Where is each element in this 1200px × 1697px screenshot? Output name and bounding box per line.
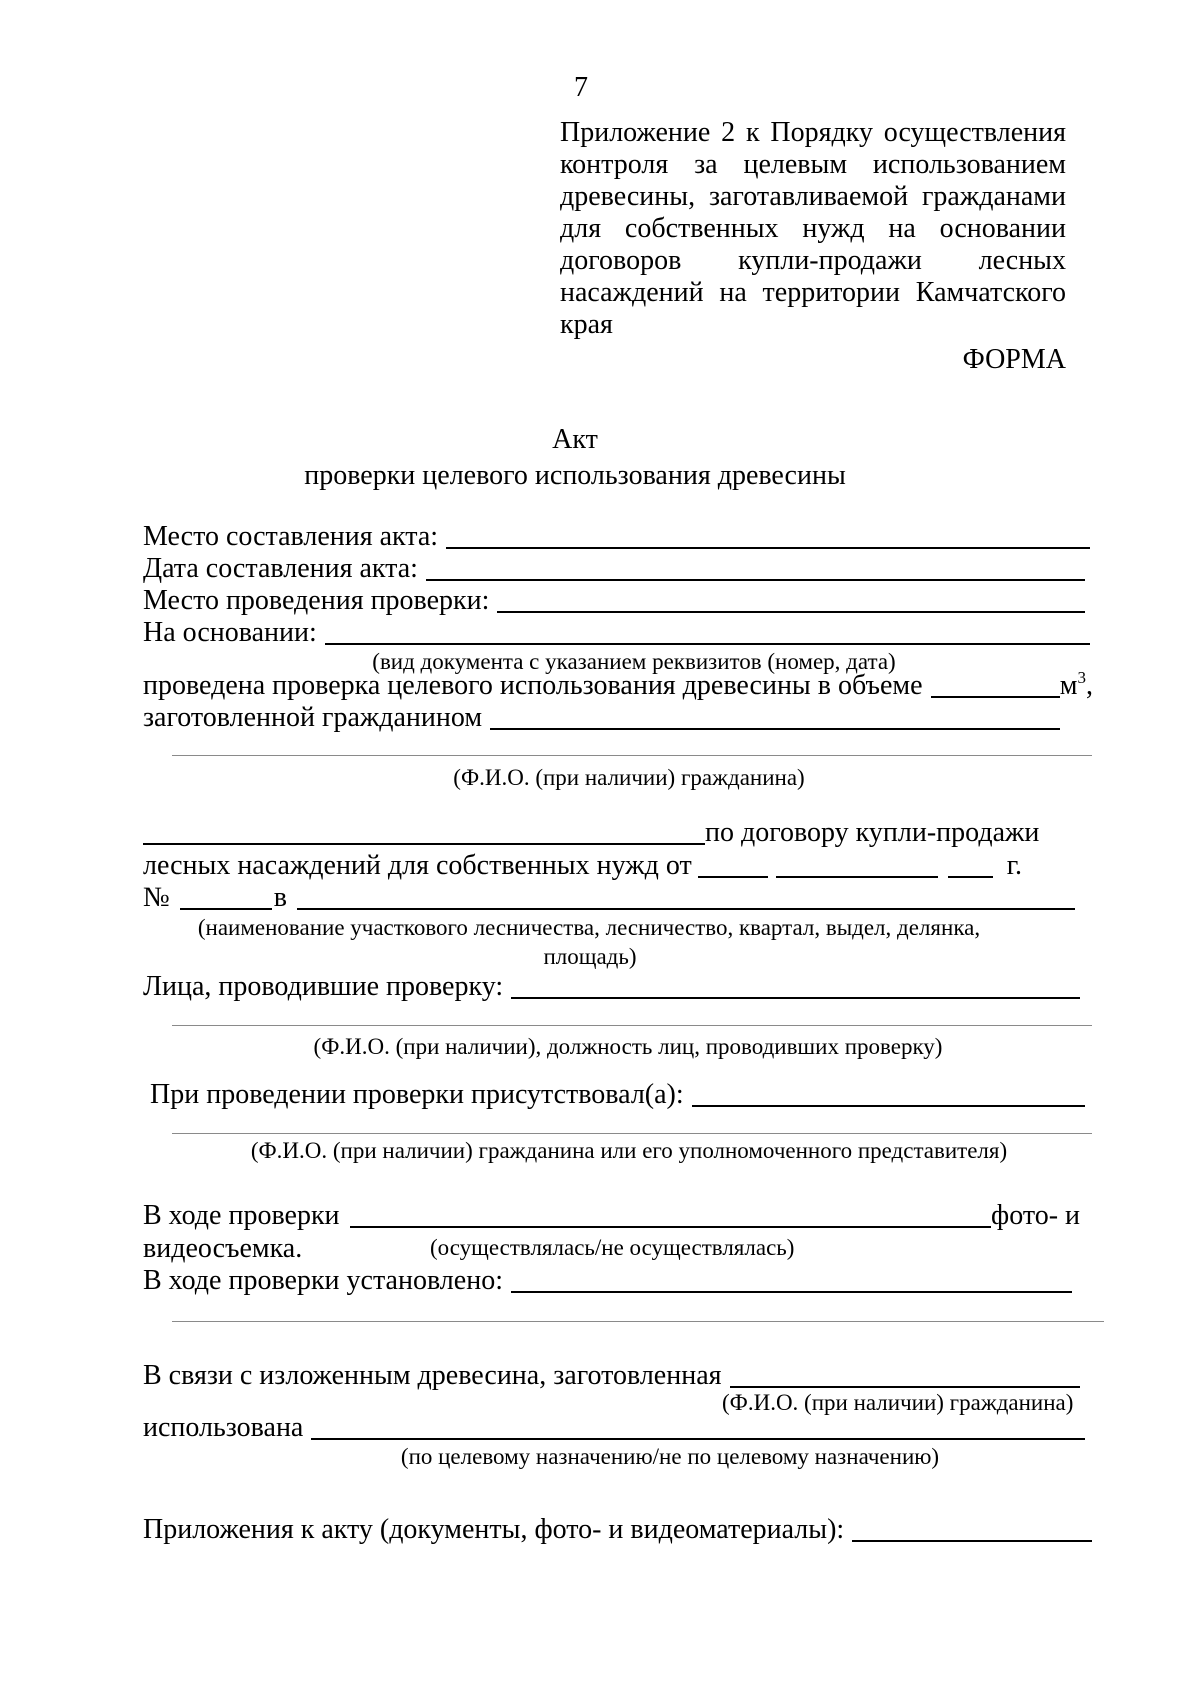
photo-video-suffix: фото- и (991, 1200, 1080, 1231)
location-blank (297, 884, 1075, 910)
present-row (150, 1079, 1085, 1111)
volume-row (143, 670, 1093, 702)
place-of-act-row (143, 521, 1090, 553)
location-caption-line1: (наименование участкового лесничества, лесничество, квартал, выдел, делянка, (197, 915, 981, 940)
separator-line (172, 1025, 1092, 1026)
place-of-inspection-blank (497, 587, 1085, 613)
attachments-blank (852, 1516, 1092, 1542)
separator-line (172, 1321, 1104, 1322)
appendix-line: для собственных нужд на основании (560, 213, 1066, 244)
date-of-act-blank (426, 555, 1085, 581)
present-blank (692, 1081, 1085, 1107)
contract-month-blank (776, 852, 938, 878)
photo-video-row (143, 1200, 1080, 1232)
place-of-inspection-label: Место проведения проверки: (143, 585, 490, 616)
established-row (143, 1265, 1072, 1297)
inspectors-caption: (Ф.И.О. (при наличии), должность лиц, проводивших проверку) (313, 1034, 943, 1059)
volume-unit-punct: , (1086, 670, 1093, 701)
in-word: в (273, 882, 287, 913)
present-caption: (Ф.И.О. (при наличии) гражданина или его уполномоченного представителя) (250, 1138, 1008, 1163)
appendix-line: насаждений на территории Камчатского (560, 277, 1066, 308)
place-of-act-label: Место составления акта: (143, 521, 439, 552)
basis-label: На основании: (143, 617, 317, 648)
number-sign: № (143, 882, 170, 913)
citizen-caption: (Ф.И.О. (при наличии) гражданина) (453, 765, 805, 790)
date-of-act-label: Дата составления акта: (143, 553, 418, 584)
conclusion-row (143, 1360, 1080, 1392)
place-of-inspection-row (143, 585, 1085, 617)
photo-video-caption: (осуществлялась/не осуществлялась) (430, 1235, 795, 1260)
present-label: При проведении проверки присутствовал(а): (150, 1079, 684, 1110)
contract-text: по договору купли-продажи (705, 817, 1040, 848)
volume-unit (1060, 670, 1093, 702)
appendix-reference (560, 117, 1066, 341)
volume-unit-symbol: м (1059, 670, 1078, 701)
harvested-by-blank (490, 704, 1060, 730)
used-row (143, 1412, 1085, 1444)
contract-date-row (143, 850, 1022, 882)
harvested-by-label: заготовленной гражданином (143, 702, 483, 733)
conclusion-label: В связи с изложенным древесина, заготовленная (143, 1360, 722, 1391)
separator-line (172, 1133, 1092, 1134)
contract-year-blank (948, 852, 993, 878)
appendix-line: древесины, заготавливаемой гражданами (560, 181, 1066, 212)
photo-video-continuation: видеосъемка. (143, 1233, 303, 1264)
contract-date-label: лесных насаждений для собственных нужд от (143, 850, 692, 881)
location-caption-line2: площадь) (543, 944, 637, 969)
contract-number-blank (180, 884, 272, 910)
photo-video-label: В ходе проверки (143, 1200, 340, 1231)
document-subtitle: проверки целевого использования древесины (304, 460, 846, 491)
inspectors-label: Лица, проводившие проверку: (143, 971, 504, 1002)
photo-video-blank (350, 1202, 992, 1228)
contract-blank (143, 819, 705, 845)
volume-blank (931, 672, 1060, 698)
appendix-line: края (560, 309, 613, 340)
date-of-act-row (143, 553, 1085, 585)
document-title: Акт (552, 424, 598, 455)
contract-day-blank (698, 852, 768, 878)
conclusion-blank (730, 1362, 1080, 1388)
basis-caption: (вид документа с указанием реквизитов (номер, дата) (372, 649, 896, 674)
basis-row (143, 617, 1090, 649)
contract-year-suffix: г. (1006, 850, 1023, 881)
volume-unit-exponent: 3 (1077, 668, 1086, 687)
form-label: ФОРМА (962, 344, 1066, 375)
inspectors-blank (511, 973, 1080, 999)
established-label: В ходе проверки установлено: (143, 1265, 503, 1296)
contract-row (143, 817, 1039, 849)
attachments-row (143, 1514, 1092, 1546)
used-label: использована (143, 1412, 304, 1443)
page-number: 7 (574, 72, 588, 103)
place-of-act-blank (446, 523, 1090, 549)
separator-line (172, 755, 1092, 756)
volume-text: проведена проверка целевого использования древесины в объеме (143, 670, 923, 701)
basis-blank (325, 619, 1090, 645)
used-blank (311, 1414, 1085, 1440)
inspectors-row (143, 971, 1080, 1003)
established-blank (511, 1267, 1072, 1293)
harvested-by-row (143, 702, 1060, 734)
conclusion-caption: (Ф.И.О. (при наличии) гражданина) (722, 1390, 1074, 1415)
attachments-label: Приложения к акту (документы, фото- и видеоматериалы): (143, 1514, 845, 1545)
appendix-line: договоров купли-продажи лесных (560, 245, 1066, 276)
appendix-line: Приложение 2 к Порядку осуществления (560, 117, 1066, 148)
used-caption: (по целевому назначению/не по целевому назначению) (400, 1444, 940, 1469)
contract-number-row (143, 882, 1075, 914)
photo-video-continuation-row (143, 1233, 302, 1265)
appendix-line: контроля за целевым использованием (560, 149, 1066, 180)
